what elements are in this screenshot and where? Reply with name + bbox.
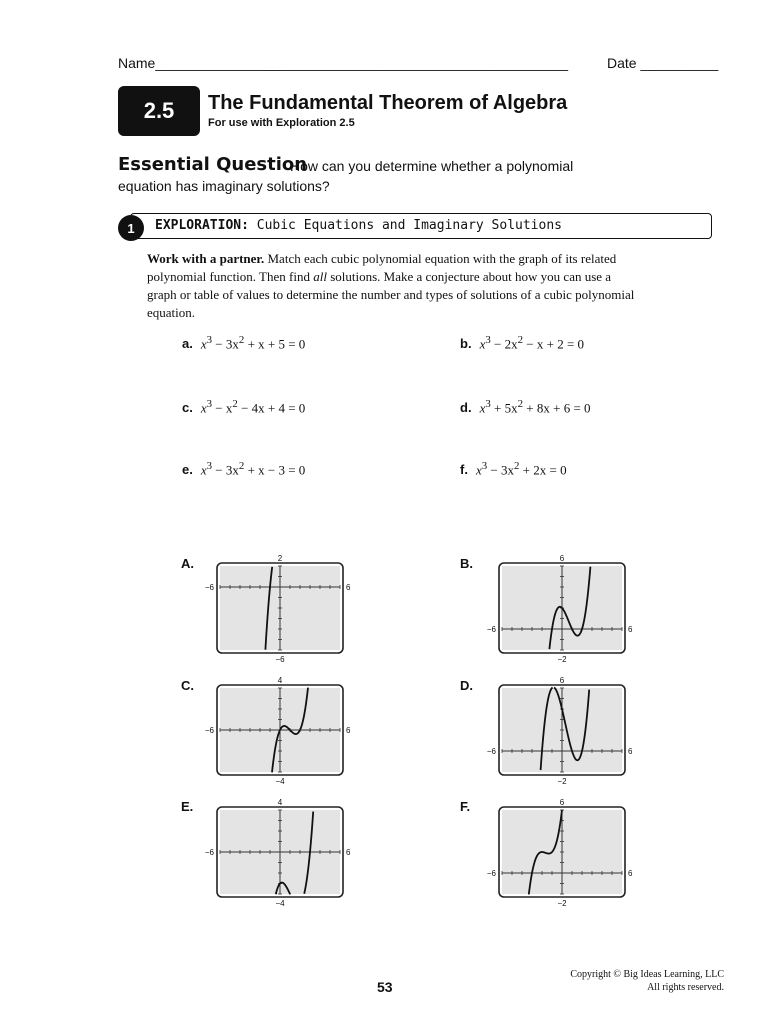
y-max-label: 4 xyxy=(277,798,283,807)
equation-term: − 3x xyxy=(487,462,514,478)
y-max-label: 4 xyxy=(277,676,283,685)
exploration-heading xyxy=(155,218,562,233)
equation-exponent: 3 xyxy=(485,334,491,346)
exploration-label: EXPLORATION: xyxy=(155,218,249,233)
equation-term: − x xyxy=(212,400,233,416)
lesson-title: The Fundamental Theorem of Algebra xyxy=(208,92,568,114)
y-min-label: −2 xyxy=(557,899,567,906)
graph-panel-d xyxy=(482,674,642,784)
equation-e xyxy=(182,460,305,478)
graph-panel-c xyxy=(200,674,360,784)
y-max-label: 2 xyxy=(277,554,283,563)
essential-question-line2: equation has imaginary solutions? xyxy=(118,178,330,194)
instructions-emphasis: all xyxy=(313,269,327,284)
copyright-line2: All rights reserved. xyxy=(647,982,724,993)
instructions-text2: solutions. Make a conjecture about how you can use a graph or table of values to determine the number and types of solutions of a cubic polynomial equation. xyxy=(147,269,635,320)
graph-label-f: F. xyxy=(460,799,471,814)
equation-exponent: 3 xyxy=(206,334,213,346)
essential-question-line1: How can you determine whether a polynomial xyxy=(290,158,574,174)
x-min-label: −6 xyxy=(486,747,496,756)
equation-f xyxy=(460,460,567,478)
y-min-label: −2 xyxy=(557,777,567,784)
exploration-title: Cubic Equations and Imaginary Solutions xyxy=(256,218,562,233)
x-min-label: −6 xyxy=(204,726,214,735)
equation-exponent: 3 xyxy=(481,460,488,472)
equation-term: + 5x xyxy=(490,400,518,416)
x-max-label: 6 xyxy=(628,625,633,634)
equation-term: − 3x xyxy=(212,336,239,352)
equation-exponent: 3 xyxy=(206,398,213,410)
equation-term: x xyxy=(200,336,207,352)
equation-term: x xyxy=(200,462,207,478)
graph-panel-e xyxy=(200,796,360,906)
equation-exponent: 2 xyxy=(238,334,245,346)
graph-label-c: C. xyxy=(181,678,194,693)
equation-term: − 2x xyxy=(490,336,518,352)
graph-label-a: A. xyxy=(181,556,194,571)
equation-b xyxy=(460,334,584,352)
equation-term: + x − 3 = 0 xyxy=(244,462,306,478)
x-min-label: −6 xyxy=(486,625,496,634)
equation-exponent: 2 xyxy=(514,460,520,472)
equation-term: − 4x + 4 = 0 xyxy=(237,400,306,416)
y-max-label: 6 xyxy=(559,676,565,685)
y-min-label: −6 xyxy=(275,655,285,662)
y-max-label: 6 xyxy=(559,798,565,807)
graph-panel-a xyxy=(200,552,360,662)
graph-panel-f xyxy=(482,796,642,906)
x-min-label: −6 xyxy=(486,869,496,878)
name-line[interactable]: _____________________________________________________ xyxy=(155,55,569,71)
graph-panel-b xyxy=(482,552,642,662)
equation-exponent: 2 xyxy=(517,398,524,410)
equation-exponent: 2 xyxy=(238,460,245,472)
date-label xyxy=(607,55,718,71)
equation-term: + 8x + 6 = 0 xyxy=(523,400,591,416)
equation-term: + x + 5 = 0 xyxy=(244,336,306,352)
name-label xyxy=(118,55,568,71)
equation-label: f. xyxy=(460,462,468,478)
equation-exponent: 2 xyxy=(517,334,524,346)
equation-term: + 2x = 0 xyxy=(519,462,567,478)
instructions-lead: Work with a partner. xyxy=(147,251,265,266)
x-max-label: 6 xyxy=(628,747,633,756)
x-max-label: 6 xyxy=(346,583,351,592)
graph-label-b: B. xyxy=(460,556,473,571)
exploration-number: 1 xyxy=(118,215,144,241)
instructions xyxy=(147,250,637,322)
lesson-number-badge xyxy=(118,86,200,136)
equation-term: x xyxy=(200,400,207,416)
equation-term: x xyxy=(479,400,486,416)
instructions-text1: Match each cubic polynomial equation with the graph of its related polynomial function. Then find xyxy=(147,251,617,284)
lesson-number: 2.5 xyxy=(143,98,175,123)
date-line[interactable]: __________ xyxy=(640,55,719,71)
y-min-label: −2 xyxy=(557,655,567,662)
x-max-label: 6 xyxy=(346,848,351,857)
equation-label: c. xyxy=(182,400,193,416)
equation-label: e. xyxy=(182,462,193,478)
x-max-label: 6 xyxy=(346,726,351,735)
x-min-label: −6 xyxy=(204,848,214,857)
equation-c xyxy=(182,398,305,416)
page-number: 53 xyxy=(377,979,393,995)
equation-label: b. xyxy=(460,336,472,352)
equation-term: x xyxy=(475,462,482,478)
copyright xyxy=(540,968,724,994)
equation-exponent: 3 xyxy=(206,460,213,472)
x-min-label: −6 xyxy=(204,583,214,592)
graph-label-d: D. xyxy=(460,678,473,693)
equation-exponent: 3 xyxy=(485,398,491,410)
graph-label-e: E. xyxy=(181,799,194,814)
lesson-subtitle: For use with Exploration 2.5 xyxy=(208,117,355,129)
equation-exponent: 2 xyxy=(232,398,238,410)
date-label-text: Date xyxy=(607,55,637,71)
copyright-line1: Copyright © Big Ideas Learning, LLC xyxy=(570,969,724,980)
equation-term: x xyxy=(479,336,486,352)
y-min-label: −4 xyxy=(275,777,285,784)
y-max-label: 6 xyxy=(559,554,565,563)
equation-term: − 3x xyxy=(212,462,239,478)
equation-a xyxy=(182,334,305,352)
x-max-label: 6 xyxy=(628,869,633,878)
equation-label: a. xyxy=(182,336,193,352)
equation-term: − x + 2 = 0 xyxy=(523,336,585,352)
equation-label: d. xyxy=(460,400,472,416)
equation-d xyxy=(460,398,591,416)
y-min-label: −4 xyxy=(275,899,285,906)
essential-question-heading: Essential Question xyxy=(118,154,308,175)
name-label-text: Name xyxy=(118,55,156,71)
